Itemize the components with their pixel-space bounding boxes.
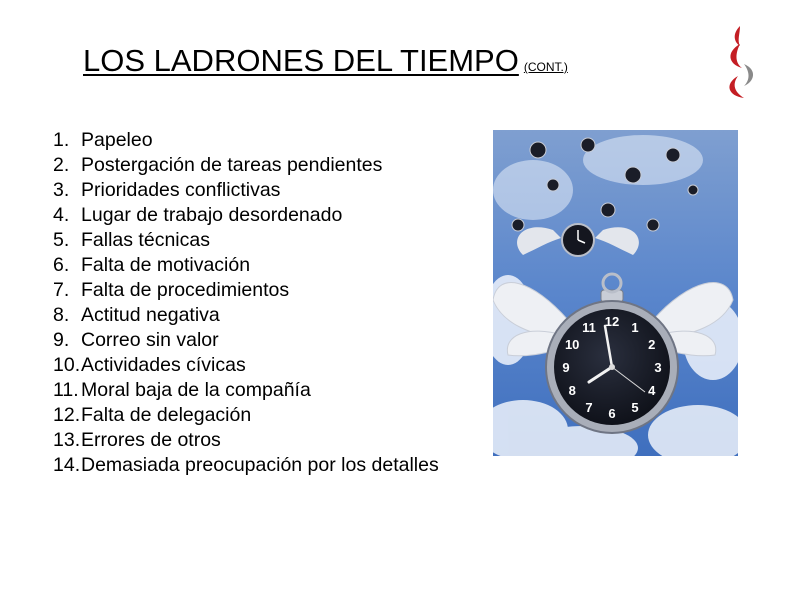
flame-logo-icon	[722, 24, 758, 100]
list-item-number: 1.	[53, 129, 70, 151]
list-item	[53, 253, 439, 278]
logo-flame-red-top	[735, 26, 740, 46]
list-item-number: 6.	[53, 254, 70, 276]
clock-numeral: 10	[564, 337, 580, 352]
list-item-number: 5.	[53, 229, 70, 251]
list-item-text: Falta de delegación	[81, 404, 252, 426]
list-item-text: Papeleo	[81, 129, 153, 151]
list-item	[53, 453, 439, 478]
list-item-text: Demasiada preocupación por los detalles	[81, 454, 439, 476]
list-item-text: Falta de motivación	[81, 254, 251, 276]
list-item-number: 3.	[53, 179, 70, 201]
list-item-number: 9.	[53, 329, 70, 351]
list-item	[53, 328, 439, 353]
list-item	[53, 428, 439, 453]
slide-title	[83, 43, 568, 79]
list-item	[53, 378, 439, 403]
list-item	[53, 403, 439, 428]
logo-flame-red-bottom	[729, 76, 744, 98]
clock-numeral: 1	[631, 320, 639, 336]
list-item-number: 12.	[53, 404, 81, 426]
clock-numeral: 3	[654, 360, 662, 375]
list-item	[53, 303, 439, 328]
title-suffix: (CONT.)	[523, 60, 568, 74]
clock-numeral: 5	[631, 399, 639, 415]
list-item	[53, 178, 439, 203]
list-item	[53, 153, 439, 178]
list-item-text: Postergación de tareas pendientes	[81, 154, 383, 176]
list-item-text: Moral baja de la compañía	[81, 379, 311, 401]
list-item-text: Lugar de trabajo desordenado	[81, 204, 343, 226]
clock-numeral: 2	[648, 337, 656, 352]
clock-numeral: 12	[604, 314, 620, 329]
list-item	[53, 353, 439, 378]
list-item-text: Fallas técnicas	[81, 229, 210, 251]
list-item	[53, 278, 439, 303]
list-item-number: 14.	[53, 454, 81, 476]
list-item-number: 2.	[53, 154, 70, 176]
winged-clock-image	[493, 130, 738, 456]
list-item-text: Falta de procedimientos	[81, 279, 290, 301]
clock-numeral: 6	[608, 406, 616, 421]
list-item-number: 8.	[53, 304, 70, 326]
clock-numeral: 8	[568, 383, 576, 398]
list-item-text: Errores de otros	[81, 429, 221, 451]
logo-flame-red-middle	[730, 44, 742, 68]
list-item-number: 13.	[53, 429, 81, 451]
list-item-text: Actividades cívicas	[81, 354, 246, 376]
time-thieves-list	[53, 128, 439, 478]
clock-numeral: 7	[585, 399, 593, 415]
logo-flame-gray	[744, 64, 753, 86]
list-item-text: Actitud negativa	[81, 304, 220, 326]
clock-numeral: 4	[648, 383, 656, 398]
list-item-text: Correo sin valor	[81, 329, 219, 351]
list-item-number: 10.	[53, 354, 81, 376]
clock-numeral: 11	[582, 320, 596, 336]
list-item	[53, 128, 439, 153]
list-item-number: 4.	[53, 204, 70, 226]
title-text: LOS LADRONES DEL TIEMPO	[83, 43, 519, 78]
list-item-number: 7.	[53, 279, 70, 301]
list-item	[53, 228, 439, 253]
clock-numeral: 9	[562, 360, 570, 375]
list-item-text: Prioridades conflictivas	[81, 179, 281, 201]
list-item-number: 11.	[53, 379, 79, 401]
list-item	[53, 203, 439, 228]
